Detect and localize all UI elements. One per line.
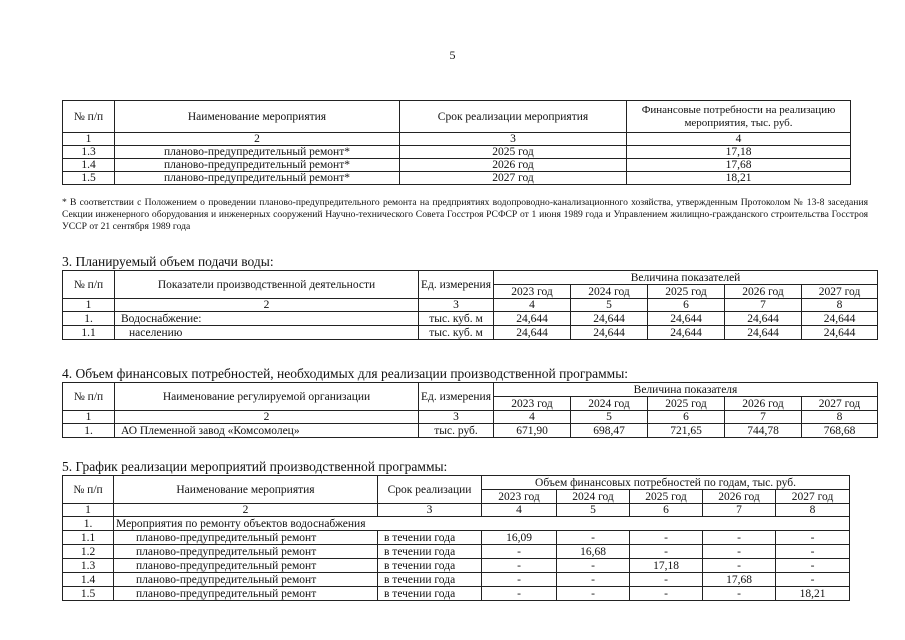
col-number: 1 xyxy=(63,299,115,312)
col-number: 2 xyxy=(115,299,419,312)
cell: АО Племенной завод «Комсомолец» xyxy=(115,424,419,438)
header-cell: Наименование мероприятия xyxy=(114,476,378,504)
year-header: 2026 год xyxy=(703,490,776,504)
cell: 17,68 xyxy=(627,159,851,172)
col-number: 7 xyxy=(725,299,802,312)
header-cell: Срок реализации мероприятия xyxy=(400,101,627,133)
cell: планово-предупредительный ремонт* xyxy=(115,159,400,172)
cell: 24,644 xyxy=(802,312,878,326)
header-cell: № п/п xyxy=(63,271,115,299)
table-row xyxy=(63,531,850,545)
year-header: 2025 год xyxy=(630,490,703,504)
cell: - xyxy=(630,545,703,559)
col-number: 2 xyxy=(115,411,419,424)
col-number: 5 xyxy=(571,411,648,424)
year-header: 2025 год xyxy=(648,285,725,299)
cell: 24,644 xyxy=(494,326,571,340)
col-number: 5 xyxy=(557,504,630,517)
col-number: 5 xyxy=(571,299,648,312)
cell: - xyxy=(776,545,850,559)
header-cell: № п/п xyxy=(63,101,115,133)
table-row xyxy=(63,559,850,573)
header-cell: Наименование регулируемой организации xyxy=(115,383,419,411)
year-header: 2023 год xyxy=(482,490,557,504)
cell: - xyxy=(482,587,557,601)
page-number: 5 xyxy=(449,48,456,62)
col-number: 4 xyxy=(482,504,557,517)
cell: 24,644 xyxy=(571,326,648,340)
header-cell: № п/п xyxy=(63,476,114,504)
col-number: 8 xyxy=(776,504,850,517)
col-number: 1 xyxy=(63,133,115,146)
cell: 1. xyxy=(63,424,115,438)
cell: - xyxy=(776,531,850,545)
year-header: 2026 год xyxy=(725,397,802,411)
header-cell: Срок реализации xyxy=(378,476,482,504)
year-header: 2023 год xyxy=(494,397,571,411)
cell: 2026 год xyxy=(400,159,627,172)
cell: - xyxy=(703,545,776,559)
year-header: 2026 год xyxy=(725,285,802,299)
cell: тыс. куб. м xyxy=(419,326,494,340)
cell: - xyxy=(703,559,776,573)
header-cell: № п/п xyxy=(63,383,115,411)
table-row xyxy=(63,587,850,601)
year-header: 2025 год xyxy=(648,397,725,411)
cell: Мероприятия по ремонту объектов водоснабжения xyxy=(114,517,850,531)
col-number: 6 xyxy=(648,299,725,312)
col-number: 8 xyxy=(802,299,878,312)
cell: - xyxy=(557,531,630,545)
cell: 671,90 xyxy=(494,424,571,438)
cell: - xyxy=(776,559,850,573)
cell: 744,78 xyxy=(725,424,802,438)
cell: в течении года xyxy=(378,545,482,559)
header-cell: Показатели производственной деятельности xyxy=(115,271,419,299)
header-group: Величина показателей xyxy=(494,271,878,285)
section-5-title: 5. График реализации мероприятий производственной программы: xyxy=(62,459,448,474)
section-3-title: 3. Планируемый объем подачи воды: xyxy=(62,254,274,269)
cell: 17,18 xyxy=(627,146,851,159)
cell: тыс. куб. м xyxy=(419,312,494,326)
cell: 24,644 xyxy=(725,312,802,326)
cell: - xyxy=(630,573,703,587)
header-cell: Ед. измерения xyxy=(419,383,494,411)
cell: 1.1 xyxy=(63,326,115,340)
cell: 24,644 xyxy=(571,312,648,326)
col-number: 4 xyxy=(494,299,571,312)
cell: планово-предупредительный ремонт xyxy=(114,545,378,559)
cell: 24,644 xyxy=(648,312,725,326)
cell: - xyxy=(482,545,557,559)
year-header: 2023 год xyxy=(494,285,571,299)
footnote: * В соответствии с Положением о проведении планово-предупредительного ремонта на предприятиях водопроводно-канализационного хозяйства, утвержденным Протоколом № 13-8 заседания Секции инженерного оборудования и инженерных сооружений Научно-технического Совета Госстроя РСФСР от 1 июня 1989 года и Управлением жилищно-гражданского строительства Госстроя УССР от 21 сентября 1989 года xyxy=(62,197,868,232)
table-row xyxy=(63,172,851,185)
cell: Водоснабжение: xyxy=(115,312,419,326)
year-header: 2027 год xyxy=(802,285,878,299)
cell: 1.5 xyxy=(63,587,114,601)
col-number: 4 xyxy=(494,411,571,424)
cell: 1. xyxy=(63,312,115,326)
group-row xyxy=(63,517,850,531)
year-header: 2027 год xyxy=(776,490,850,504)
cell: - xyxy=(482,573,557,587)
cell: 16,09 xyxy=(482,531,557,545)
cell: 17,18 xyxy=(630,559,703,573)
col-number: 6 xyxy=(630,504,703,517)
col-number: 3 xyxy=(400,133,627,146)
schedule-table xyxy=(62,475,850,601)
col-number: 4 xyxy=(627,133,851,146)
cell: - xyxy=(557,559,630,573)
cell: 1. xyxy=(63,517,114,531)
cell: - xyxy=(630,531,703,545)
year-header: 2024 год xyxy=(571,285,648,299)
section-4-title: 4. Объем финансовых потребностей, необходимых для реализации производственной программы: xyxy=(62,366,629,381)
cell: 768,68 xyxy=(802,424,878,438)
cell: в течении года xyxy=(378,587,482,601)
cell: - xyxy=(776,573,850,587)
header-cell: Ед. измерения xyxy=(419,271,494,299)
header-cell: Финансовые потребности на реализацию мероприятия, тыс. руб. xyxy=(627,101,851,133)
header-cell: Наименование мероприятия xyxy=(115,101,400,133)
table-continuation xyxy=(62,100,851,185)
col-number: 7 xyxy=(703,504,776,517)
cell: - xyxy=(557,573,630,587)
cell: 24,644 xyxy=(648,326,725,340)
cell: 698,47 xyxy=(571,424,648,438)
cell: - xyxy=(703,531,776,545)
cell: 2025 год xyxy=(400,146,627,159)
col-number: 1 xyxy=(63,411,115,424)
col-number: 8 xyxy=(802,411,878,424)
col-number: 3 xyxy=(378,504,482,517)
cell: 18,21 xyxy=(627,172,851,185)
header-group: Объем финансовых потребностей по годам, тыс. руб. xyxy=(482,476,850,490)
cell: 1.4 xyxy=(63,159,115,172)
col-number: 3 xyxy=(419,299,494,312)
cell: 24,644 xyxy=(802,326,878,340)
cell: в течении года xyxy=(378,531,482,545)
table-row xyxy=(63,545,850,559)
col-number: 6 xyxy=(648,411,725,424)
cell: 24,644 xyxy=(725,326,802,340)
year-header: 2024 год xyxy=(557,490,630,504)
cell: планово-предупредительный ремонт xyxy=(114,573,378,587)
col-number: 3 xyxy=(419,411,494,424)
cell: в течении года xyxy=(378,573,482,587)
cell: в течении года xyxy=(378,559,482,573)
year-header: 2024 год xyxy=(571,397,648,411)
financial-needs-table xyxy=(62,382,878,438)
cell: 16,68 xyxy=(557,545,630,559)
cell: планово-предупредительный ремонт xyxy=(114,559,378,573)
cell: 1.5 xyxy=(63,172,115,185)
table-row xyxy=(63,159,851,172)
cell: 721,65 xyxy=(648,424,725,438)
cell: - xyxy=(557,587,630,601)
table-row xyxy=(63,573,850,587)
table-row xyxy=(63,146,851,159)
water-supply-table xyxy=(62,270,878,340)
cell: - xyxy=(703,587,776,601)
cell: - xyxy=(482,559,557,573)
cell: населению xyxy=(115,326,419,340)
header-group: Величина показателя xyxy=(494,383,878,397)
cell: планово-предупредительный ремонт* xyxy=(115,172,400,185)
cell: 1.1 xyxy=(63,531,114,545)
cell: планово-предупредительный ремонт xyxy=(114,531,378,545)
cell: 18,21 xyxy=(776,587,850,601)
col-number: 2 xyxy=(114,504,378,517)
cell: планово-предупредительный ремонт* xyxy=(115,146,400,159)
col-number: 1 xyxy=(63,504,114,517)
year-header: 2027 год xyxy=(802,397,878,411)
cell: 24,644 xyxy=(494,312,571,326)
cell: планово-предупредительный ремонт xyxy=(114,587,378,601)
cell: 1.3 xyxy=(63,146,115,159)
table-row xyxy=(63,424,878,438)
table-row xyxy=(63,326,878,340)
table-row xyxy=(63,312,878,326)
col-number: 7 xyxy=(725,411,802,424)
cell: 1.2 xyxy=(63,545,114,559)
cell: тыс. руб. xyxy=(419,424,494,438)
cell: - xyxy=(630,587,703,601)
cell: 1.3 xyxy=(63,559,114,573)
cell: 2027 год xyxy=(400,172,627,185)
col-number: 2 xyxy=(115,133,400,146)
cell: 17,68 xyxy=(703,573,776,587)
cell: 1.4 xyxy=(63,573,114,587)
